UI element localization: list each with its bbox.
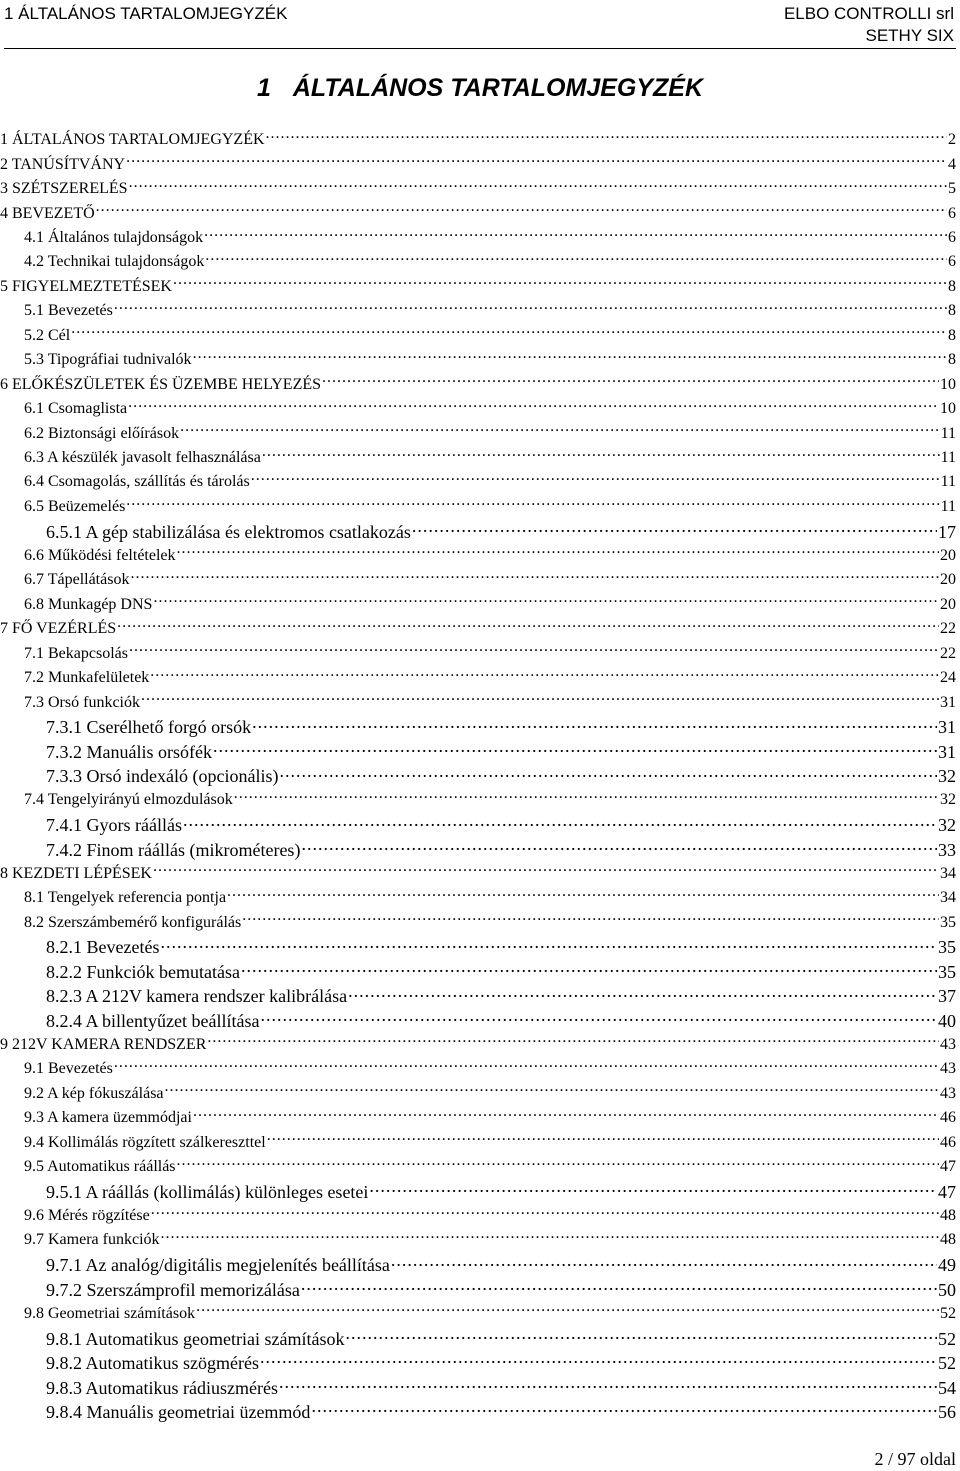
toc-leader-dots <box>196 1299 939 1318</box>
toc-leader-dots <box>183 810 937 832</box>
toc-entry-label: 4.1 Általános tulajdonságok <box>24 228 204 246</box>
toc-entry-page: 35 <box>938 937 956 958</box>
toc-leader-dots <box>114 296 947 315</box>
toc-leader-dots <box>266 125 947 144</box>
toc-entry-page: 20 <box>940 546 956 564</box>
toc-entry-label: 6.2 Biztonsági előírások <box>24 424 180 442</box>
toc-leader-dots <box>412 516 937 538</box>
toc-entry[interactable] <box>0 394 960 418</box>
toc-entry[interactable] <box>0 149 960 173</box>
page-title-number: 1 <box>256 74 271 102</box>
toc-entry-label: 9.8.3 Automatikus rádiuszmérés <box>46 1377 278 1398</box>
toc-entry[interactable] <box>0 1274 960 1301</box>
running-header-chapter: 1 ÁLTALÁNOS TARTALOMJEGYZÉK <box>4 4 288 23</box>
toc-entry-label: 2 TANÚSÍTVÁNY <box>0 155 126 173</box>
toc-entry[interactable] <box>0 663 960 687</box>
toc-entry-label: 7 FŐ VEZÉRLÉS <box>0 620 117 638</box>
toc-entry[interactable] <box>0 516 960 543</box>
toc-entry-label: 7.4 Tengelyirányú elmozdulások <box>24 791 233 809</box>
toc-leader-dots <box>193 345 947 364</box>
toc-leader-dots <box>260 1005 937 1027</box>
toc-entry[interactable] <box>0 1079 960 1103</box>
toc-entry-label: 6.6 Működési feltételek <box>24 546 176 564</box>
toc-entry-label: 9.8.1 Automatikus geometriai számítások <box>46 1328 345 1349</box>
toc-entry-page: 33 <box>938 839 956 860</box>
toc-entry-label: 6.5 Beüzemelés <box>24 497 126 515</box>
toc-entry-label: 7.4.1 Gyors ráállás <box>46 815 182 836</box>
toc-leader-dots <box>241 956 937 978</box>
toc-leader-dots <box>173 272 947 291</box>
toc-entry-label: 8.2.1 Bevezetés <box>46 937 160 958</box>
toc-entry-page: 40 <box>938 1010 956 1031</box>
toc-entry-page: 5 <box>948 180 956 198</box>
toc-leader-dots <box>204 223 947 242</box>
toc-entry-page: 8 <box>948 302 956 320</box>
toc-entry[interactable] <box>0 785 960 809</box>
toc-leader-dots <box>96 198 947 217</box>
toc-leader-dots <box>114 1054 939 1073</box>
toc-entry-page: 32 <box>938 766 956 787</box>
toc-leader-dots <box>207 1030 939 1049</box>
toc-leader-dots <box>141 687 939 706</box>
toc-leader-dots <box>260 1348 937 1370</box>
toc-leader-dots <box>161 1225 939 1244</box>
toc-entry-label: 5.2 Cél <box>24 326 71 344</box>
toc-entry[interactable] <box>0 1225 960 1249</box>
toc-entry[interactable] <box>0 492 960 516</box>
toc-entry-page: 46 <box>940 1133 956 1151</box>
toc-entry-page: 20 <box>940 571 956 589</box>
toc-entry-label: 8.1 Tengelyek referencia pontja <box>24 889 227 907</box>
toc-entry-page: 8 <box>948 326 956 344</box>
toc-entry-label: 9.8.4 Manuális geometriai üzemmód <box>46 1401 311 1422</box>
toc-entry-label: 9.4 Kollimálás rögzített szálkereszttel <box>24 1133 266 1151</box>
toc-leader-dots <box>130 565 939 584</box>
toc-entry[interactable] <box>0 859 960 883</box>
toc-entry-label: 9.2 A kép fókuszálása <box>24 1084 164 1102</box>
toc-entry[interactable] <box>0 907 960 931</box>
toc-entry-page: 11 <box>940 449 956 467</box>
toc-entry-label: 7.3.3 Orsó indexáló (opcionális) <box>46 766 279 787</box>
toc-entry[interactable] <box>0 198 960 222</box>
toc-entry[interactable] <box>0 1103 960 1127</box>
toc-entry-page: 20 <box>940 595 956 613</box>
toc-entry-page: 8 <box>948 351 956 369</box>
page-title-text: ÁLTALÁNOS TARTALOMJEGYZÉK <box>292 74 704 102</box>
toc-leader-dots <box>251 467 940 486</box>
toc-entry-page: 31 <box>940 693 956 711</box>
toc-entry[interactable] <box>0 370 960 394</box>
toc-entry-label: 9.7.1 Az analóg/digitális megjelenítés beállítása <box>46 1255 390 1276</box>
toc-entry[interactable] <box>0 1030 960 1054</box>
toc-leader-dots <box>227 883 939 902</box>
toc-entry-label: 6.3 A készülék javasolt felhasználása <box>24 449 261 467</box>
toc-entry-label: 6.7 Tápellátások <box>24 571 130 589</box>
toc-entry-label: 7.4.2 Finom ráállás (mikrométeres) <box>46 839 301 860</box>
toc-leader-dots <box>128 394 939 413</box>
toc-entry-label: 8.2.4 A billentyűzet beállítása <box>46 1010 260 1031</box>
toc-entry[interactable] <box>0 1250 960 1277</box>
toc-leader-dots <box>151 1201 939 1220</box>
toc-entry[interactable] <box>0 638 960 662</box>
toc-entry-page: 47 <box>940 1158 956 1176</box>
toc-leader-dots <box>242 907 939 926</box>
toc-entry-page: 34 <box>940 864 956 882</box>
toc-entry-label: 3 SZÉTSZERELÉS <box>0 180 128 198</box>
page-title <box>0 74 960 102</box>
toc-entry-page: 10 <box>940 400 956 418</box>
toc-entry-label: 7.2 Munkafelületek <box>24 669 150 687</box>
toc-entry-page: 47 <box>938 1181 956 1202</box>
toc-entry-page: 34 <box>940 889 956 907</box>
toc-entry[interactable] <box>0 810 960 837</box>
toc-entry[interactable] <box>0 1348 960 1375</box>
toc-leader-dots <box>391 1250 937 1272</box>
toc-entry[interactable] <box>0 736 960 763</box>
toc-leader-dots <box>348 981 937 1003</box>
toc-leader-dots <box>129 174 947 193</box>
toc-entry[interactable] <box>0 272 960 296</box>
toc-entry[interactable] <box>0 565 960 589</box>
toc-entry-page: 35 <box>940 913 956 931</box>
toc-entry-page: 11 <box>940 424 956 442</box>
toc-entry-label: 7.3 Orsó funkciók <box>24 693 140 711</box>
toc-entry-label: 9 212V KAMERA RENDSZER <box>0 1035 207 1053</box>
toc-entry-page: 52 <box>940 1304 956 1322</box>
toc-leader-dots <box>301 834 937 856</box>
header-divider <box>4 48 956 49</box>
toc-entry-label: 8 KEZDETI LÉPÉSEK <box>0 864 152 882</box>
toc-entry-page: 56 <box>938 1401 956 1422</box>
toc-entry-page: 6 <box>948 204 956 222</box>
toc-leader-dots <box>160 932 937 954</box>
toc-entry[interactable] <box>0 687 960 711</box>
toc-entry-label: 5.3 Tipográfiai tudnivalók <box>24 351 192 369</box>
toc-entry-label: 9.8 Geometriai számítások <box>24 1304 196 1322</box>
toc-entry-page: 8 <box>948 277 956 295</box>
toc-entry-page: 11 <box>940 497 956 515</box>
toc-leader-dots <box>150 663 939 682</box>
toc-entry-label: 9.5 Automatikus ráállás <box>24 1158 176 1176</box>
toc-entry-page: 43 <box>940 1084 956 1102</box>
toc-entry[interactable] <box>0 1176 960 1203</box>
toc-entry[interactable] <box>0 1323 960 1350</box>
toc-entry-label: 4.2 Technikai tulajdonságok <box>24 253 205 271</box>
toc-entry[interactable] <box>0 1201 960 1225</box>
toc-entry-page: 54 <box>938 1377 956 1398</box>
toc-entry-label: 6.5.1 A gép stabilizálása és elektromos csatlakozás <box>46 521 411 542</box>
toc-entry[interactable] <box>0 956 960 983</box>
toc-entry-page: 50 <box>938 1279 956 1300</box>
toc-entry[interactable] <box>0 1127 960 1151</box>
toc-entry-label: 5 FIGYELMEZTETÉSEK <box>0 277 172 295</box>
toc-entry[interactable] <box>0 932 960 959</box>
toc-leader-dots <box>279 1372 937 1394</box>
toc-entry-page: 43 <box>940 1060 956 1078</box>
toc-entry-page: 32 <box>938 815 956 836</box>
toc-leader-dots <box>180 418 940 437</box>
toc-entry[interactable] <box>0 1005 960 1032</box>
toc-entry-label: 6 ELŐKÉSZÜLETEK ÉS ÜZEMBE HELYEZÉS <box>0 375 322 393</box>
toc-leader-dots <box>117 614 939 633</box>
toc-entry-label: 8.2 Szerszámbemérő konfigurálás <box>24 913 242 931</box>
toc-entry-page: 4 <box>948 155 956 173</box>
toc-entry-page: 6 <box>948 228 956 246</box>
toc-entry[interactable] <box>0 1396 960 1423</box>
toc-leader-dots <box>153 590 939 609</box>
toc-entry[interactable] <box>0 834 960 861</box>
toc-leader-dots <box>126 492 939 511</box>
toc-leader-dots <box>193 1103 939 1122</box>
toc-entry-page: 22 <box>940 644 956 662</box>
toc-entry[interactable] <box>0 1054 960 1078</box>
toc-entry-label: 9.6 Mérés rögzítése <box>24 1206 150 1224</box>
toc-entry-page: 49 <box>938 1255 956 1276</box>
toc-entry-page: 48 <box>940 1206 956 1224</box>
toc-entry[interactable] <box>0 981 960 1008</box>
toc-entry[interactable] <box>0 761 960 788</box>
page-number-footer: 2 / 97 oldal <box>874 1449 956 1469</box>
toc-entry[interactable] <box>0 1372 960 1399</box>
toc-entry-page: 31 <box>938 741 956 762</box>
toc-leader-dots <box>322 370 939 389</box>
toc-entry[interactable] <box>0 223 960 247</box>
running-header-product: SETHY SIX <box>865 26 954 45</box>
toc-leader-dots <box>153 859 939 878</box>
toc-entry-label: 9.7.2 Szerszámprofil memorizálása <box>46 1279 300 1300</box>
toc-leader-dots <box>311 1396 937 1418</box>
toc-entry-label: 9.1 Bevezetés <box>24 1060 113 1078</box>
toc-entry-label: 8.2.3 A 212V kamera rendszer kalibrálása <box>46 986 348 1007</box>
toc-leader-dots <box>262 443 940 462</box>
toc-entry-page: 17 <box>938 521 956 542</box>
toc-entry-page: 24 <box>940 669 956 687</box>
toc-entry-page: 52 <box>938 1353 956 1374</box>
toc-entry[interactable] <box>0 296 960 320</box>
toc-entry[interactable] <box>0 443 960 467</box>
toc-leader-dots <box>177 541 939 560</box>
toc-entry[interactable] <box>0 321 960 345</box>
toc-entry-label: 7.3.2 Manuális orsófék <box>46 741 212 762</box>
toc-entry[interactable] <box>0 467 960 491</box>
toc-leader-dots <box>126 149 947 168</box>
toc-entry-page: 32 <box>940 791 956 809</box>
toc-entry-label: 9.8.2 Automatikus szögmérés <box>46 1353 259 1374</box>
toc-entry[interactable] <box>0 614 960 638</box>
toc-leader-dots <box>279 761 937 783</box>
toc-entry[interactable] <box>0 1299 960 1323</box>
toc-leader-dots <box>177 1152 939 1171</box>
toc-entry-label: 8.2.2 Funkciók bemutatása <box>46 961 240 982</box>
toc-entry-label: 9.7 Kamera funkciók <box>24 1231 160 1249</box>
toc-entry-page: 37 <box>938 986 956 1007</box>
toc-entry-label: 6.1 Csomaglista <box>24 400 128 418</box>
toc-entry-page: 46 <box>940 1109 956 1127</box>
toc-entry-page: 10 <box>940 375 956 393</box>
toc-entry-label: 9.5.1 A ráállás (kollimálás) különleges esetei <box>46 1181 369 1202</box>
toc-entry[interactable] <box>0 541 960 565</box>
toc-entry-page: 52 <box>938 1328 956 1349</box>
toc-entry-label: 5.1 Bevezetés <box>24 302 113 320</box>
toc-leader-dots <box>165 1079 939 1098</box>
toc-leader-dots <box>345 1323 937 1345</box>
toc-leader-dots <box>71 321 947 340</box>
toc-entry-page: 22 <box>940 620 956 638</box>
toc-entry-label: 7.1 Bekapcsolás <box>24 644 128 662</box>
toc-entry[interactable] <box>0 1152 960 1176</box>
toc-entry-label: 4 BEVEZETŐ <box>0 204 95 222</box>
toc-entry-page: 48 <box>940 1231 956 1249</box>
toc-entry-page: 31 <box>938 717 956 738</box>
toc-entry[interactable] <box>0 345 960 369</box>
toc-entry[interactable] <box>0 590 960 614</box>
toc-entry[interactable] <box>0 883 960 907</box>
toc-entry[interactable] <box>0 125 960 149</box>
toc-leader-dots <box>301 1274 937 1296</box>
toc-entry-page: 43 <box>940 1035 956 1053</box>
toc-leader-dots <box>369 1176 937 1198</box>
toc-leader-dots <box>267 1127 939 1146</box>
toc-leader-dots <box>234 785 939 804</box>
toc-entry-label: 6.4 Csomagolás, szállítás és tárolás <box>24 473 250 491</box>
toc-entry-label: 9.3 A kamera üzemmódjai <box>24 1109 192 1127</box>
toc-entry-page: 35 <box>938 961 956 982</box>
toc-entry-label: 6.8 Munkagép DNS <box>24 595 153 613</box>
toc-entry[interactable] <box>0 418 960 442</box>
toc-entry-page: 2 <box>948 131 956 149</box>
running-header-company: ELBO CONTROLLI srl <box>783 4 954 23</box>
toc-entry[interactable] <box>0 712 960 739</box>
toc-entry-page: 6 <box>948 253 956 271</box>
toc-leader-dots <box>205 247 947 266</box>
toc-entry-label: 7.3.1 Cserélhető forgó orsók <box>46 717 252 738</box>
toc-entry[interactable] <box>0 247 960 271</box>
toc-leader-dots <box>213 736 937 758</box>
toc-entry-label: 1 ÁLTALÁNOS TARTALOMJEGYZÉK <box>0 131 265 149</box>
toc-entry-page: 11 <box>940 473 956 491</box>
toc-leader-dots <box>252 712 937 734</box>
toc-leader-dots <box>129 638 939 657</box>
toc-entry[interactable] <box>0 174 960 198</box>
